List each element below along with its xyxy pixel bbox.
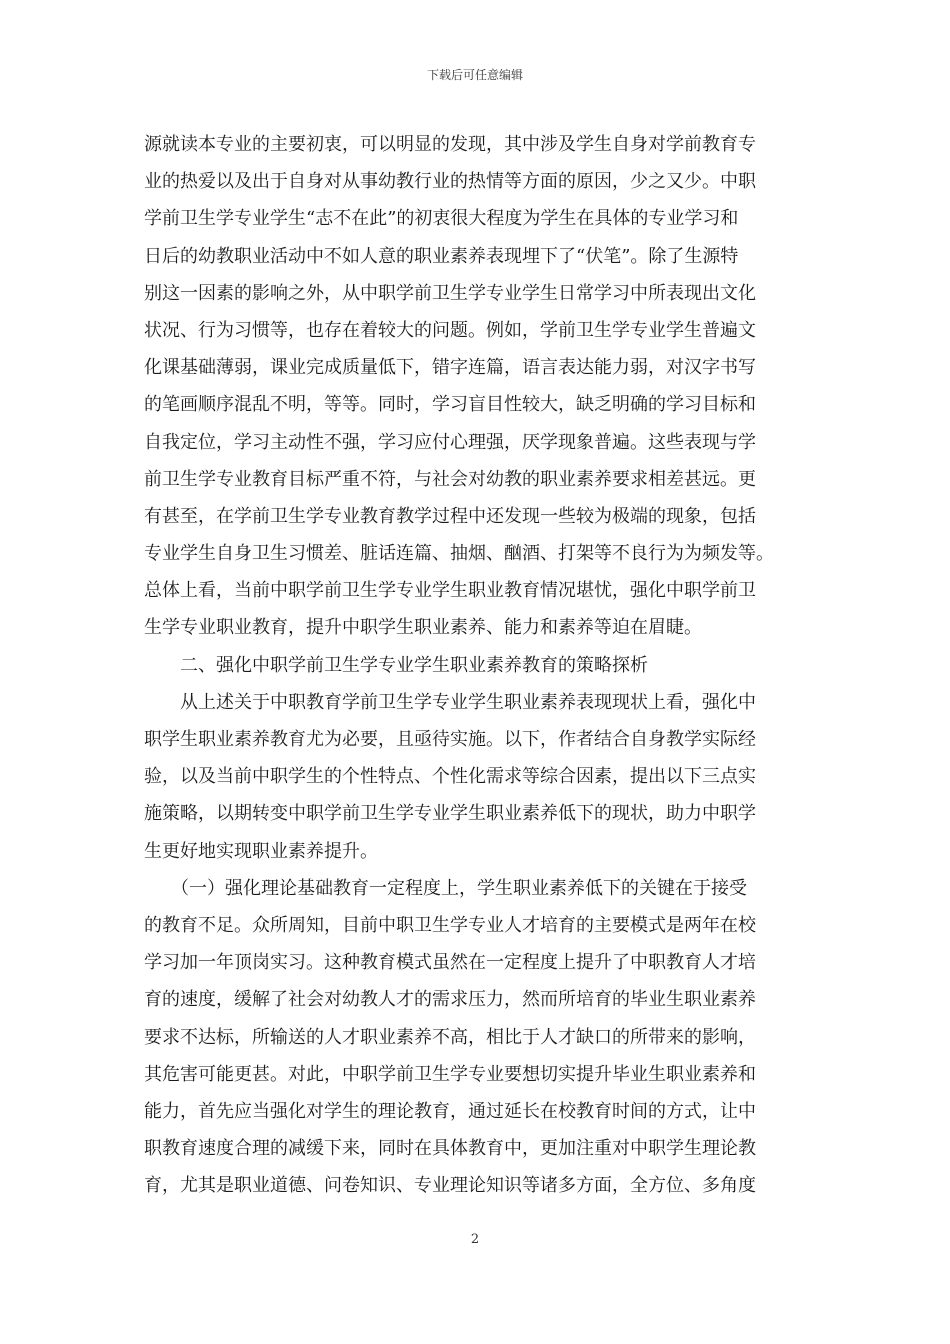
text-line: 其危害可能更甚。对此，中职学前卫生学专业要想切实提升毕业生职业素养和 [144, 1063, 756, 1085]
text-line: 专业学生自身卫生习惯差、脏话连篇、抽烟、酗酒、打架等不良行为为频发等。 [144, 543, 774, 565]
text-line: 从上述关于中职教育学前卫生学专业学生职业素养表现现状上看，强化中 [144, 691, 756, 713]
text-line: 生更好地实现职业素养提升。 [144, 840, 378, 862]
text-line: 总体上看，当前中职学前卫生学专业学生职业教育情况堪忧，强化中职学前卫 [144, 580, 756, 602]
text-line: 化课基础薄弱，课业完成质量低下，错字连篇，语言表达能力弱，对汉字书写 [144, 357, 756, 379]
text-line: 二、强化中职学前卫生学专业学生职业素养教育的策略探析 [144, 654, 648, 676]
text-line: 状况、行为习惯等，也存在着较大的问题。例如，学前卫生学专业学生普遍文 [144, 319, 756, 341]
page-header: 下载后可任意编辑 [426, 68, 523, 82]
text-line: （一）强化理论基础教育一定程度上，学生职业素养低下的关键在于接受 [144, 877, 747, 899]
text-line: 的教育不足。众所周知，目前中职卫生学专业人才培育的主要模式是两年在校 [144, 914, 756, 936]
text-line: 自我定位，学习主动性不强，学习应付心理强，厌学现象普遍。这些表现与学 [144, 431, 756, 453]
text-line: 验，以及当前中职学生的个性特点、个性化需求等综合因素，提出以下三点实 [144, 766, 756, 788]
text-line: 育的速度，缓解了社会对幼教人才的需求压力，然而所培育的毕业生职业素养 [144, 989, 756, 1011]
text-line: 职教育速度合理的减缓下来，同时在具体教育中，更加注重对中职学生理论教 [144, 1138, 756, 1160]
text-line: 要求不达标，所输送的人才职业素养不高，相比于人才缺口的所带来的影响， [144, 1026, 756, 1048]
text-line: 源就读本专业的主要初衷，可以明显的发现，其中涉及学生自身对学前教育专 [144, 134, 756, 155]
text-line: 生学专业职业教育，提升中职学生职业素养、能力和素养等迫在眉睫。 [144, 617, 702, 639]
text-line: 有甚至，在学前卫生学专业教育教学过程中还发现一些较为极端的现象，包括 [144, 505, 756, 527]
text-line: 学前卫生学专业学生“志不在此”的初衷很大程度为学生在具体的专业学习和 [144, 208, 739, 230]
text-line: 前卫生学专业教育目标严重不符，与社会对幼教的职业素养要求相差甚远。更 [144, 468, 756, 490]
text-line: 学习加一年顶岗实习。这种教育模式虽然在一定程度上提升了中职教育人才培 [144, 952, 756, 974]
text-line: 日后的幼教职业活动中不如人意的职业素养表现埋下了“伏笔”。除了生源特 [144, 245, 739, 267]
body-text [144, 126, 807, 1204]
text-line: 能力，首先应当强化对学生的理论教育，通过延长在校教育时间的方式，让中 [144, 1100, 756, 1122]
text-line: 别这一因素的影响之外，从中职学前卫生学专业学生日常学习中所表现出文化 [144, 282, 756, 304]
text-line: 施策略，以期转变中职学前卫生学专业学生职业素养低下的现状，助力中职学 [144, 803, 756, 825]
text-line: 业的热爱以及出于自身对从事幼教行业的热情等方面的原因，少之又少。中职 [144, 171, 756, 193]
text-line: 育，尤其是职业道德、问卷知识、专业理论知识等诸多方面，全方位、多角度 [144, 1175, 756, 1197]
page-number: 2 [470, 1232, 480, 1247]
text-line: 的笔画顺序混乱不明，等等。同时，学习盲目性较大，缺乏明确的学习目标和 [144, 394, 756, 416]
text-line: 职学生职业素养教育尤为必要，且亟待实施。以下，作者结合自身教学实际经 [144, 729, 756, 750]
